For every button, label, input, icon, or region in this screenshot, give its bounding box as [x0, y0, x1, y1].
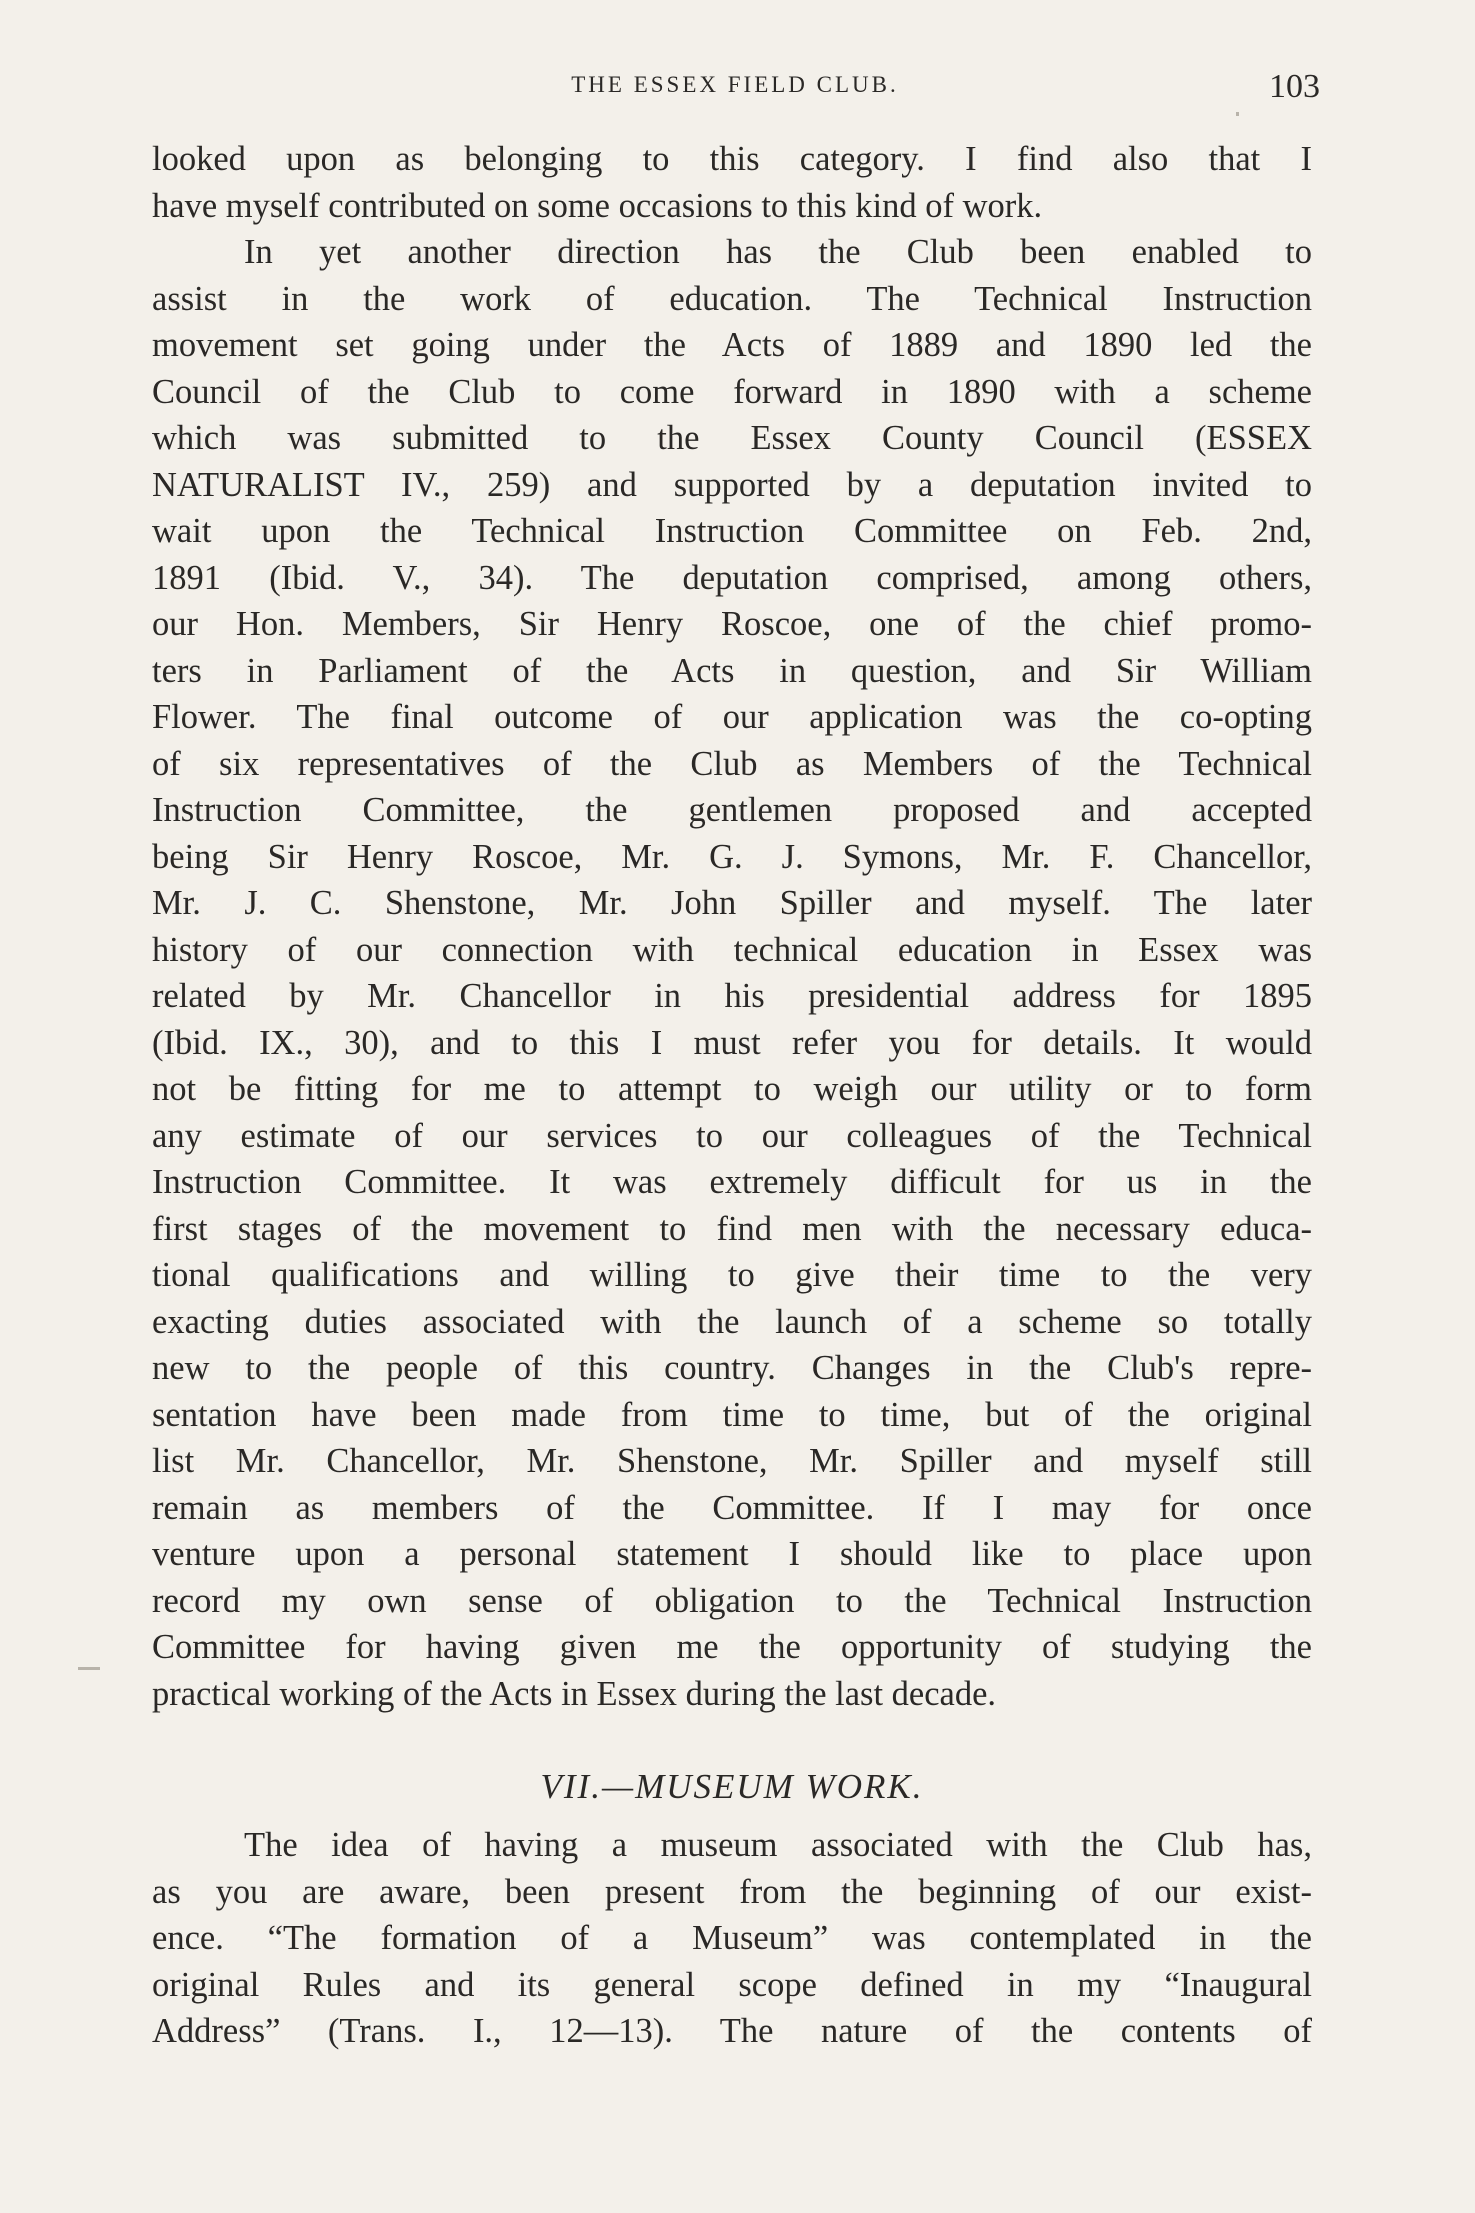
text-line: wait upon the Technical Instruction Committee on Feb. 2nd,	[152, 512, 1312, 550]
text-line: sentation have been made from time to time, but of the original	[152, 1395, 1312, 1434]
text-line: practical working of the Acts in Essex during the last decade.	[152, 1674, 997, 1713]
text-line: record my own sense of obligation to the Technical Instruction	[152, 1581, 1312, 1620]
text-line: ence. “The formation of a Museum” was contemplated in the	[152, 1919, 1312, 1957]
text-line: NATURALIST IV., 259) and supported by a deputation invited to	[152, 465, 1312, 504]
text-line: first stages of the movement to find men with the necessary educa-	[152, 1209, 1312, 1248]
text-line: history of our connection with technical education in Essex was	[152, 930, 1312, 969]
text-line: Address” (Trans. I., 12—13). The nature of the contents of	[152, 2012, 1312, 2050]
text-line: Mr. J. C. Shenstone, Mr. John Spiller and myself. The later	[152, 884, 1312, 922]
text-line: The idea of having a museum associated with the Club has,	[244, 1826, 1312, 1864]
text-line: Committee for having given me the opportunity of studying the	[152, 1628, 1312, 1666]
text-line: our Hon. Members, Sir Henry Roscoe, one of the chief promo-	[152, 605, 1312, 643]
running-title: THE ESSEX FIELD CLUB.	[571, 72, 899, 97]
text-line: as you are aware, been present from the beginning of our exist-	[152, 1872, 1312, 1911]
text-line: tional qualifications and willing to give their time to the very	[152, 1256, 1312, 1294]
text-line: assist in the work of education. The Technical Instruction	[152, 279, 1312, 318]
text-line: venture upon a personal statement I should like to place upon	[152, 1535, 1312, 1573]
text-line: Flower. The final outcome of our application was the co-opting	[152, 698, 1312, 736]
text-line: new to the people of this country. Changes in the Club's repre-	[152, 1349, 1312, 1387]
text-line: looked upon as belonging to this category. I find also that I	[152, 140, 1312, 178]
margin-mark	[1236, 112, 1239, 116]
text-line: related by Mr. Chancellor in his presidential address for 1895	[152, 977, 1312, 1015]
text-line: have myself contributed on some occasions to this kind of work.	[152, 186, 1043, 225]
section-heading: VII.—MUSEUM WORK.	[540, 1767, 924, 1806]
text-line: which was submitted to the Essex County Council (ESSEX	[152, 419, 1312, 457]
text-line: Instruction Committee. It was extremely difficult for us in the	[152, 1163, 1312, 1201]
text-line: remain as members of the Committee. If I may for once	[152, 1488, 1312, 1527]
text-line: of six representatives of the Club as Members of the Technical	[152, 744, 1312, 783]
text-line: ters in Parliament of the Acts in question, and Sir William	[152, 651, 1312, 690]
text-line: original Rules and its general scope defined in my “Inaugural	[152, 1965, 1312, 2004]
body-text-top	[152, 136, 1312, 1717]
text-line: movement set going under the Acts of 1889 and 1890 led the	[152, 326, 1312, 364]
text-line: Council of the Club to come forward in 1890 with a scheme	[152, 372, 1312, 411]
text-line: In yet another direction has the Club been enabled to	[244, 233, 1312, 271]
text-line: (Ibid. IX., 30), and to this I must refer you for details. It would	[152, 1023, 1312, 1062]
text-line: being Sir Henry Roscoe, Mr. G. J. Symons, Mr. F. Chancellor,	[152, 837, 1312, 876]
text-line: any estimate of our services to our colleagues of the Technical	[152, 1116, 1312, 1155]
page-number: 103	[1269, 68, 1320, 105]
text-line: Instruction Committee, the gentlemen proposed and accepted	[152, 791, 1312, 829]
text-line: 1891 (Ibid. V., 34). The deputation comprised, among others,	[152, 558, 1312, 597]
text-line: not be fitting for me to attempt to weigh our utility or to form	[152, 1070, 1312, 1108]
text-line: exacting duties associated with the launch of a scheme so totally	[152, 1302, 1312, 1341]
body-text-bottom	[152, 1822, 1312, 2055]
running-head	[150, 68, 1320, 108]
text-line: list Mr. Chancellor, Mr. Shenstone, Mr. Spiller and myself still	[152, 1442, 1312, 1480]
margin-mark	[78, 1667, 100, 1670]
